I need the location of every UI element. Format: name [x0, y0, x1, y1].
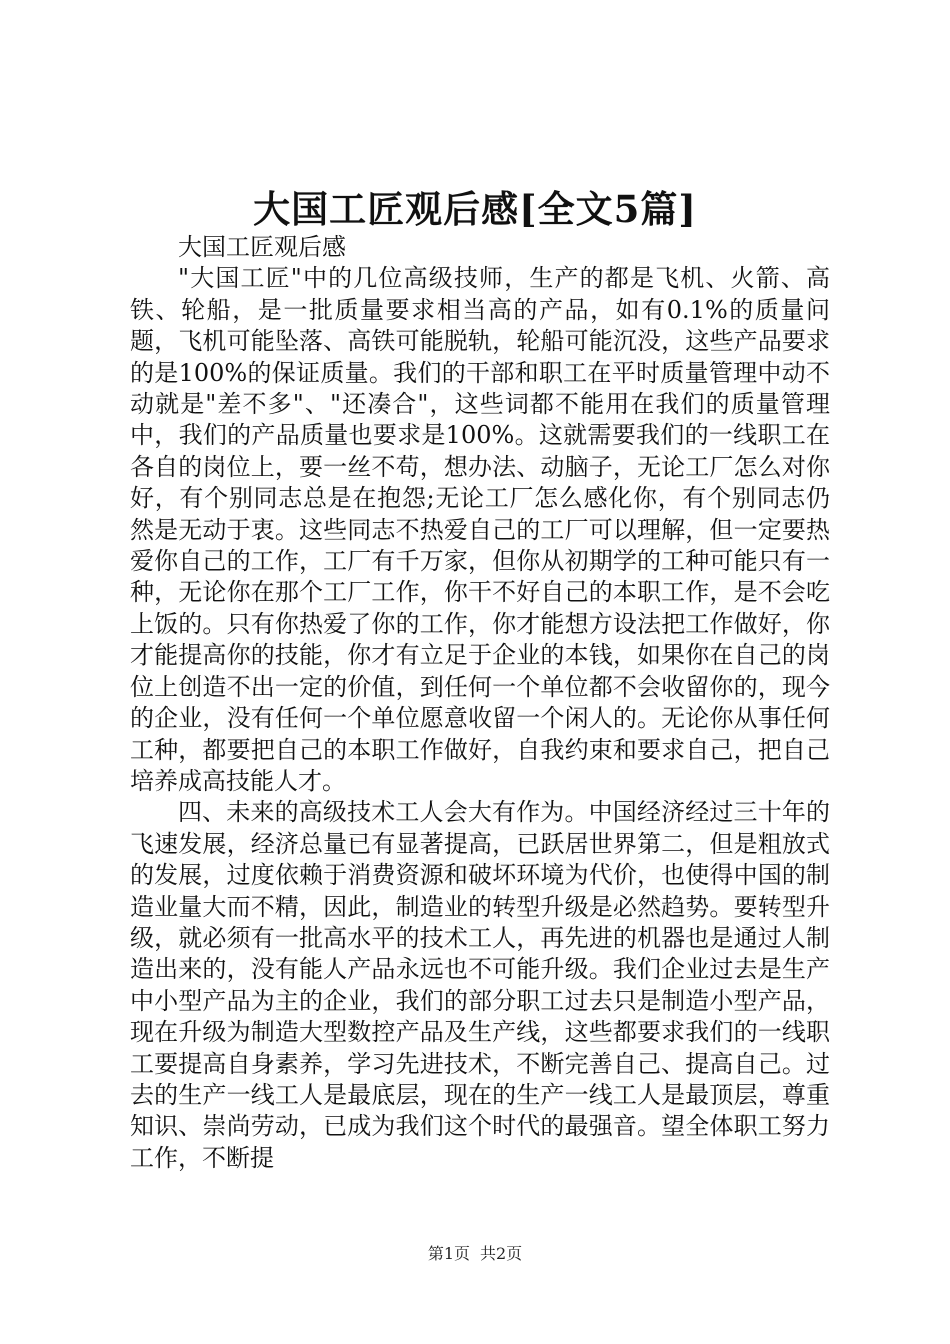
page-number: 第1页 [427, 1244, 470, 1263]
page-total: 共2页 [480, 1244, 523, 1263]
paragraph-2: 四、未来的高级技术工人会大有作为。中国经济经过三十年的飞速发展，经济总量已有显著提高，已跃居世界第二，但是粗放式的发展，过度依赖于消费资源和破坏环境为代价，也使得中国的制造业量大而不精，因此，制造业的转型升级是必然趋势。要转型升级，就必须有一批高水平的技术工人，再先进的机器也是通过人制造出来的，没有能人产品永远也不可能升级。我们企业过去是生产中小型产品为主的企业，我们的部分职工过去只是制造小型产品，现在升级为制造大型数控产品及生产线，这些都要求我们的一线职工要提高自身素养，学习先进技术，不断完善自己、提高自己。过去的生产一线工人是最底层，现在的生产一线工人是最顶层，尊重知识、崇尚劳动，已成为我们这个时代的最强音。望全体职工努力工作，不断提 [130, 798, 830, 1172]
document-title: 大国工匠观后感[全文5篇] [253, 187, 697, 231]
document-subtitle: 大国工匠观后感 [178, 233, 346, 261]
paragraph-1: "大国工匠"中的几位高级技师，生产的都是飞机、火箭、高铁、轮船，是一批质量要求相当高的产品，如有0.1%的质量问题，飞机可能坠落、高铁可能脱轨，轮船可能沉没，这些产品要求的是100%的保证质量。我们的干部和职工在平时质量管理中动不动就是"差不多"、"还凑合"，这些词都不能用在我们的质量管理中，我们的产品质量也要求是100%。这就需要我们的一线职工在各自的岗位上，要一丝不苟，想办法、动脑子，无论工厂怎么对你好，有个别同志总是在抱怨;无论工厂怎么感化你，有个别同志仍然是无动于衷。这些同志不热爱自己的工厂可以理解，但一定要热爱你自己的工作，工厂有千万家，但你从初期学的工种可能只有一种，无论你在那个工厂工作，你干不好自己的本职工作，是不会吃上饭的。只有你热爱了你的工作，你才能想方设法把工作做好，你才能提高你的技能，你才有立足于企业的本钱，如果你在自己的岗位上创造不出一定的价值，到任何一个单位都不会收留你的，现今的企业，没有任何一个单位愿意收留一个闲人的。无论你从事任何工种，都要把自己的本职工作做好，自我约束和要求自己，把自己培养成高技能人才。 [130, 264, 830, 795]
document-body [130, 232, 830, 1174]
page-footer [0, 1243, 950, 1265]
